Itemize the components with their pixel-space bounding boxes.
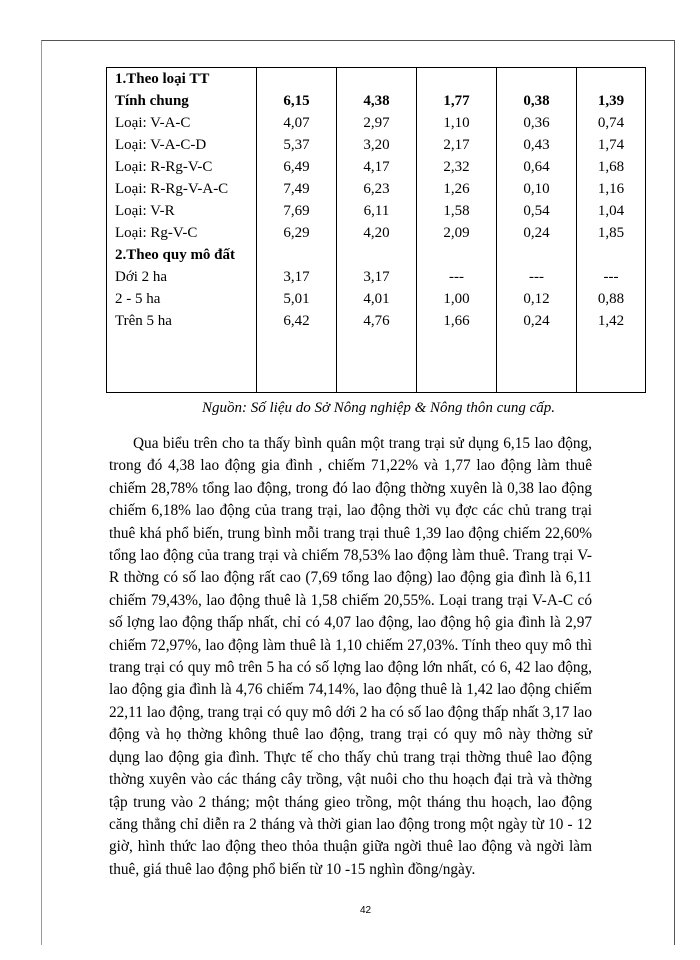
row-label: Loại: R-Rg-V-C <box>115 159 213 175</box>
row-label: 1.Theo loại TT <box>115 71 210 87</box>
paragraph: Qua biểu trên cho ta thấy bình quân một trang trại sử dụng 6,15 lao động, trong đó 4,38 lao động gia đình , chiếm 71,22% và 1,77 lao động làm thuê chiếm 28,78% tổng lao động, trong đó lao động thờng xuyên là 0,38 lao động chiếm 6,18% lao động của trang trại, lao động thời vụ đợc các chủ trang trại thuê khá phổ biến, trung bình mỗi trang trại thuê 1,39 lao động chiếm 22,60% tổng lao động của trang trại và chiếm 78,53% lao động làm thuê. Trang trại V-R thờng có số lao động rất cao (7,69 tổng lao động) lao động gia đình là 6,11 chiếm 79,43%, lao động thuê là 1,58 chiếm 20,55%. Loại trang trại V-A-C có số lợng lao động thấp nhất, chỉ có 4,07 lao động, lao động hộ gia đình là 2,97 chiếm 72,97%, lao động làm thuê là 1,10 chiếm 27,03%. Tính theo quy mô thì trang trại có quy mô trên 5 ha có số lợng lao động lớn nhất, có 6, 42 lao động, lao động gia đình là 4,76 chiếm 74,14%, lao động thuê là 1,42 lao động chiếm 22,11 lao động, trang trại có quy mô dới 2 ha có số lao động thấp nhất 3,17 lao động và họ thờng không thuê lao động, trang trại có quy mô này thờng sử dụng lao động gia đình. Thực tế cho thấy chủ trang trại thờng thuê lao động thờng xuyên vào các tháng cây trồng, vật nuôi cho thu hoạch đại trà và thờng tập trung vào 2 tháng; một tháng gieo trồng, một tháng thu hoạch, lao động căng thẳng chỉ diễn ra 2 tháng và thời gian lao động trong một ngày từ 10 - 12 giờ, hình thức lao động theo thỏa thuận giữa ngời thuê lao động và ngời làm thuê, giá thuê lao động phổ biến từ 10 -15 nghìn đồng/ngày. <box>109 435 592 878</box>
table-cell: 1,16 <box>597 181 625 197</box>
table-cell: 6,42 <box>283 313 310 329</box>
table-cell <box>257 68 336 90</box>
table-cell: 1,74 <box>597 137 625 153</box>
table-cell <box>577 68 645 90</box>
table-cell <box>417 68 496 90</box>
table-cell: 5,37 <box>283 137 310 153</box>
table-cell: 2,97 <box>363 115 390 131</box>
table-cell: 1,26 <box>443 181 470 197</box>
body-text <box>109 433 592 881</box>
table-cell <box>577 244 645 266</box>
table-cell: 0,88 <box>597 291 625 307</box>
row-label: 2 - 5 ha <box>115 291 161 307</box>
table-cell: 1,10 <box>443 115 470 131</box>
table-cell: 4,07 <box>283 115 310 131</box>
col-seasonal-labor <box>577 68 646 393</box>
table-cell: 2,17 <box>443 137 470 153</box>
table-cell: 4,38 <box>363 93 390 109</box>
table-cell <box>337 244 416 266</box>
table-cell: 2,32 <box>443 159 470 175</box>
table-cell: 2,09 <box>443 225 470 241</box>
col-permanent-labor <box>497 68 577 393</box>
table-cell: 1,00 <box>443 291 470 307</box>
table-cell: 0,43 <box>523 137 550 153</box>
row-label: Loại: Rg-V-C <box>115 225 198 241</box>
row-label: Loại: V-A-C-D <box>115 137 207 153</box>
table-cell: 0,38 <box>523 93 550 109</box>
table-cell: 6,29 <box>283 225 310 241</box>
page-number: 42 <box>360 905 372 916</box>
table-cell: 6,49 <box>283 159 310 175</box>
row-label: Trên 5 ha <box>115 313 172 329</box>
table-cell: 1,42 <box>597 313 625 329</box>
table-cell: 7,49 <box>283 181 310 197</box>
table-cell: 0,12 <box>523 291 550 307</box>
table-cell: 3,17 <box>283 269 310 285</box>
labor-table <box>106 67 646 393</box>
row-labels-cell <box>107 68 257 393</box>
table-cell: 0,36 <box>523 115 550 131</box>
table-cell: 1,39 <box>597 93 625 109</box>
table-cell: 5,01 <box>283 291 310 307</box>
row-label: 2.Theo quy mô đất <box>115 247 236 263</box>
table-cell <box>497 244 576 266</box>
table-cell: --- <box>603 269 619 285</box>
table-cell: --- <box>449 269 464 285</box>
col-total-labor <box>257 68 337 393</box>
table-cell: 0,24 <box>523 225 550 241</box>
col-hired-labor <box>417 68 497 393</box>
col-family-labor <box>337 68 417 393</box>
table-cell: 0,54 <box>523 203 550 219</box>
table-cell: 0,24 <box>523 313 550 329</box>
table-cell: 0,74 <box>597 115 625 131</box>
table-cell: 0,64 <box>523 159 550 175</box>
table-cell: 4,17 <box>363 159 390 175</box>
table-cell: 7,69 <box>283 203 310 219</box>
table-cell: 4,20 <box>363 225 390 241</box>
table-source-note: Nguồn: Số liệu do Sở Nông nghiệp & Nông thôn cung cấp. <box>202 400 555 416</box>
table-cell <box>337 68 416 90</box>
row-label: Dới 2 ha <box>115 269 168 285</box>
table-cell: 6,15 <box>283 93 310 109</box>
row-label: Loại: V-A-C <box>115 115 191 131</box>
table-cell: --- <box>529 269 544 285</box>
table-cell <box>497 68 576 90</box>
table-cell: 1,58 <box>443 203 470 219</box>
table-cell: 1,66 <box>443 313 470 329</box>
table-cell: 4,01 <box>363 291 390 307</box>
table-cell <box>417 244 496 266</box>
table-cell: 6,23 <box>363 181 390 197</box>
table-cell: 6,11 <box>363 203 390 219</box>
table-cell: 3,20 <box>363 137 390 153</box>
table-cell: 1,85 <box>597 225 625 241</box>
table-cell: 3,17 <box>363 269 390 285</box>
table-cell: 1,77 <box>443 93 470 109</box>
row-label: Loại: R-Rg-V-A-C <box>115 181 229 197</box>
table-cell: 1,68 <box>597 159 625 175</box>
row-label: Loại: V-R <box>115 203 175 219</box>
row-label: Tính chung <box>115 93 189 109</box>
table-cell: 0,10 <box>523 181 550 197</box>
table-cell: 4,76 <box>363 313 390 329</box>
table-cell: 1,04 <box>597 203 625 219</box>
table-cell <box>257 244 336 266</box>
row-labels <box>115 68 256 332</box>
